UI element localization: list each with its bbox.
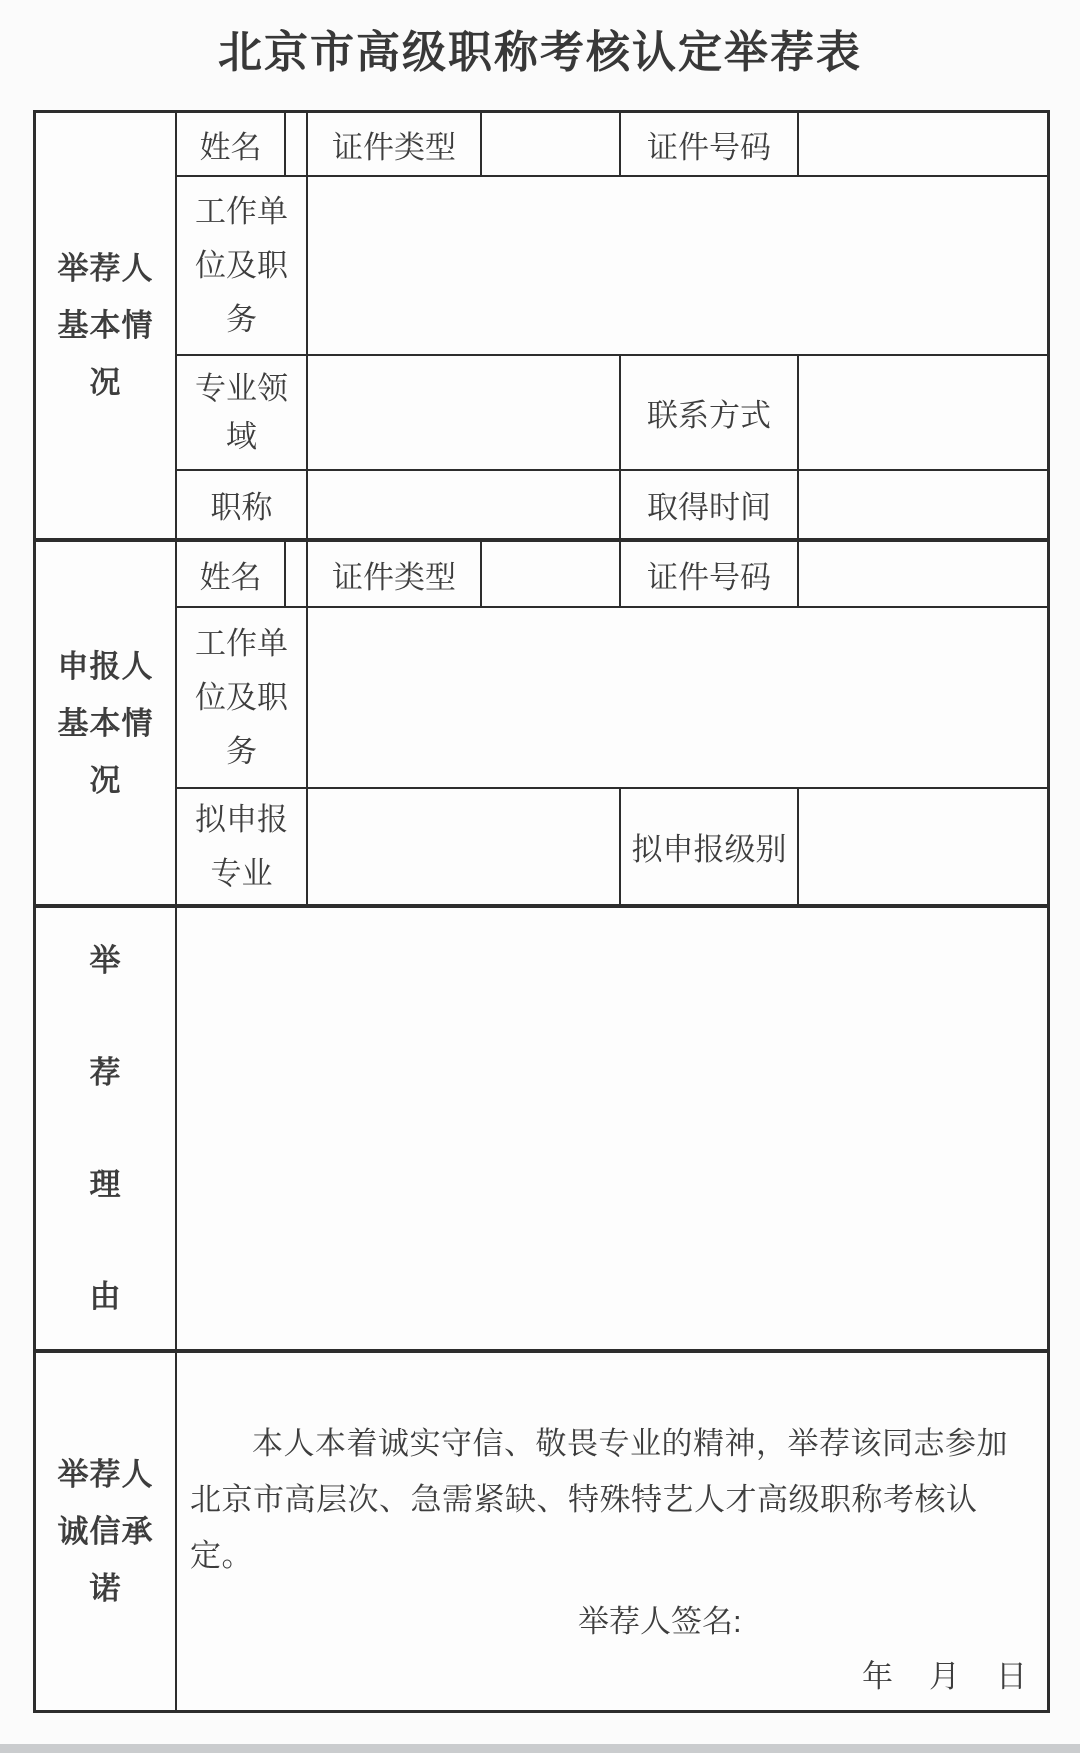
label-line: 专业领	[195, 370, 288, 406]
recommender-contact-label: 联系方式	[621, 356, 797, 469]
section-header-line: 申报人	[57, 648, 154, 684]
label-line: 域	[226, 418, 257, 454]
section-header-line: 诚信承	[57, 1514, 154, 1549]
pledge-statement: 本人本着诚实守信、敬畏专业的精神，举荐该同志参加北京市高层次、急需紧缺、特殊特艺人才高级职称考核认定。	[190, 1426, 1008, 1573]
label-line: 位及职	[195, 247, 288, 283]
recommender-title-label: 职称	[177, 471, 306, 540]
date-line	[862, 1658, 1027, 1696]
recommender-field-value-cell	[308, 356, 619, 469]
recommender-id-type-label: 证件类型	[308, 113, 480, 175]
label-line: 专业	[210, 855, 273, 891]
pledge-content-cell	[177, 1353, 1047, 1710]
label-line: 工作单	[195, 193, 288, 229]
section-header-char: 举	[89, 942, 122, 978]
applicant-work-unit-value-cell	[308, 608, 1047, 787]
applicant-intended-level-value-cell	[799, 789, 1047, 906]
date-year-label: 年	[862, 1659, 893, 1694]
recommender-field-label	[177, 356, 306, 469]
section-header-recommender	[36, 113, 175, 540]
applicant-name-label: 姓名	[177, 542, 284, 606]
section-header-char: 由	[89, 1278, 122, 1314]
recommender-contact-value-cell	[799, 356, 1047, 469]
section-header-char: 理	[89, 1166, 122, 1202]
recommender-name-value-cell	[286, 113, 306, 175]
applicant-id-type-label: 证件类型	[308, 542, 480, 606]
label-line: 务	[226, 301, 257, 337]
applicant-id-number-label: 证件号码	[621, 542, 797, 606]
recommender-name-label: 姓名	[177, 113, 284, 175]
applicant-intended-major-label	[177, 789, 306, 906]
section-header-line: 况	[89, 365, 122, 400]
recommender-work-unit-label	[177, 177, 306, 354]
section-header-reason	[36, 908, 175, 1351]
section-header-line: 况	[89, 762, 122, 798]
date-month-label: 月	[929, 1659, 960, 1694]
recommendation-form-table	[33, 110, 1050, 1713]
section-header-applicant	[36, 542, 175, 906]
recommender-work-unit-value-cell	[308, 177, 1047, 354]
section-header-line: 基本情	[57, 705, 154, 741]
recommender-obtained-time-label: 取得时间	[621, 471, 797, 540]
recommender-id-number-value-cell	[799, 113, 1047, 175]
label-line: 务	[226, 733, 257, 769]
section-header-line: 基本情	[57, 308, 154, 343]
applicant-id-number-value-cell	[799, 542, 1047, 606]
applicant-work-unit-label	[177, 608, 306, 787]
section-header-line: 举荐人	[57, 251, 154, 286]
page-bottom-edge	[0, 1744, 1080, 1753]
recommender-obtained-time-value-cell	[799, 471, 1047, 540]
applicant-name-value-cell	[286, 542, 306, 606]
recommender-title-value-cell	[308, 471, 619, 540]
applicant-id-type-value-cell	[482, 542, 619, 606]
page-title: 北京市高级职称考核认定举荐表	[218, 28, 862, 77]
reason-content-cell	[177, 908, 1047, 1351]
recommender-id-number-label: 证件号码	[621, 113, 797, 175]
applicant-intended-major-value-cell	[308, 789, 619, 906]
label-line: 拟申报	[195, 801, 288, 837]
section-header-pledge	[36, 1353, 175, 1710]
recommender-id-type-value-cell	[482, 113, 619, 175]
date-day-label: 日	[996, 1659, 1027, 1694]
recommender-signature-label: 举荐人签名:	[578, 1604, 742, 1639]
section-header-line: 诺	[89, 1571, 122, 1606]
label-line: 位及职	[195, 679, 288, 715]
section-header-line: 举荐人	[57, 1457, 154, 1492]
label-line: 工作单	[195, 625, 288, 661]
applicant-intended-level-label: 拟申报级别	[621, 789, 797, 906]
section-header-char: 荐	[89, 1054, 122, 1090]
